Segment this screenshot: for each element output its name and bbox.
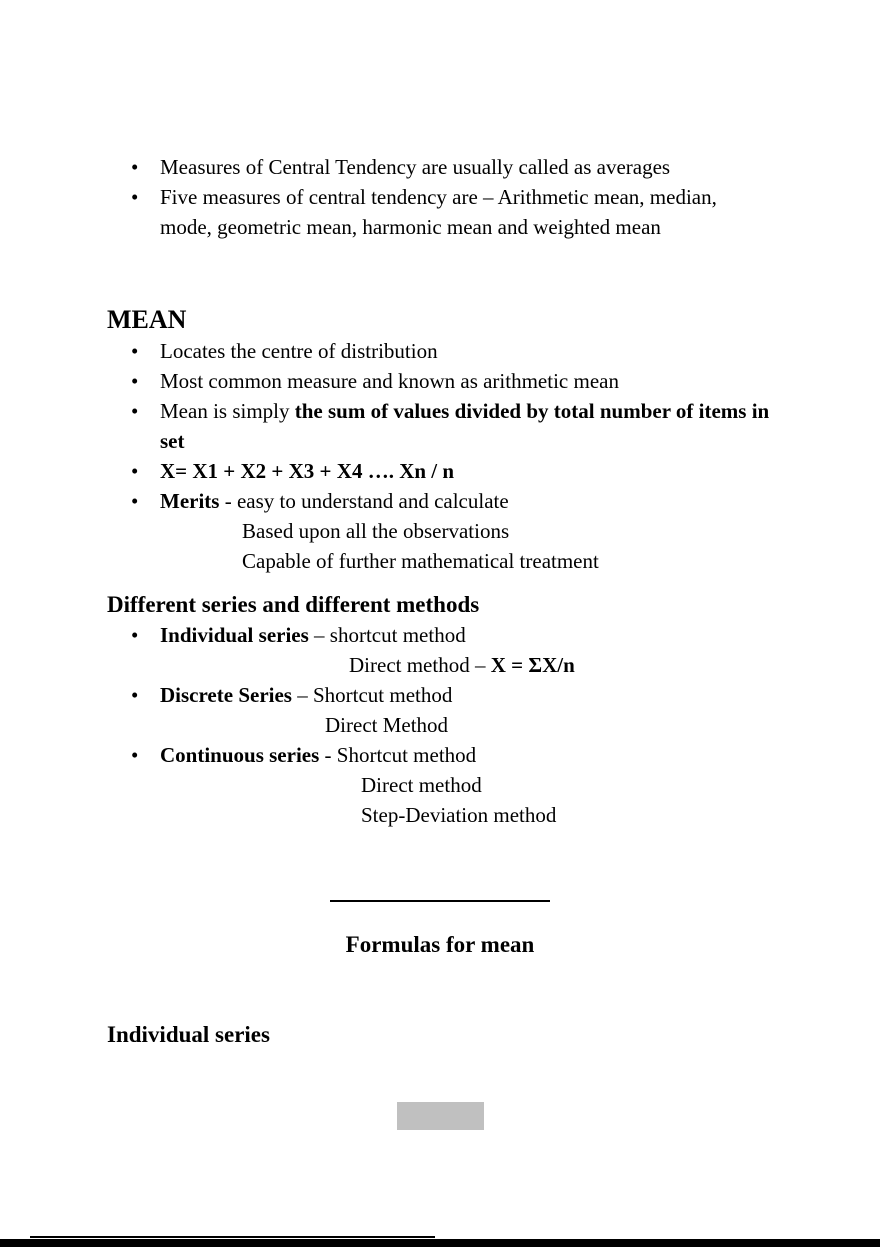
bullet-marker-icon: •: [131, 683, 139, 707]
text-run: – Shortcut method: [291, 683, 453, 707]
text-run: Five measures of central tendency are – Arithmetic mean, median, mode, geometric mean, harmonic mean and weighted mean: [160, 185, 717, 239]
continuation-line: [325, 710, 880, 740]
text-run: the sum of values divided by total number of items in set: [160, 399, 770, 453]
bullet-item: [107, 336, 780, 366]
text-run: X = ΣX/n: [490, 653, 575, 677]
text-run: - easy to understand and calculate: [219, 489, 509, 513]
bullet-item: [107, 456, 780, 486]
bullet-item: [107, 366, 780, 396]
horizontal-divider: [330, 900, 550, 902]
bullet-item: [107, 680, 880, 740]
bullet-marker-icon: •: [131, 339, 139, 363]
text-run: Continuous series: [160, 743, 320, 767]
bottom-thin-line: [30, 1236, 435, 1238]
text-run: X= X1 + X2 + X3 + X4 …. Xn / n: [160, 459, 455, 483]
continuation-line: [361, 800, 880, 830]
text-run: Direct Method: [325, 713, 449, 737]
intro-bullet-list: [107, 152, 752, 242]
individual-series-heading: Individual series: [107, 1022, 270, 1047]
bullet-item: [107, 486, 780, 576]
mean-bullet-list: [107, 336, 780, 576]
bullet-item: [107, 740, 880, 830]
continuation-line: [242, 516, 780, 546]
text-run: Most common measure and known as arithmetic mean: [160, 369, 619, 393]
bullet-marker-icon: •: [131, 369, 139, 393]
bullet-marker-icon: •: [131, 743, 139, 767]
bullet-item: [107, 152, 752, 182]
bullet-item: [107, 396, 780, 456]
text-run: Discrete Series: [160, 683, 292, 707]
text-run: – shortcut method: [308, 623, 466, 647]
text-run: Direct method: [361, 773, 482, 797]
text-run: Step-Deviation method: [361, 803, 557, 827]
bullet-marker-icon: •: [131, 185, 139, 209]
text-run: Individual series: [160, 623, 309, 647]
text-run: Based upon all the observations: [242, 519, 510, 543]
text-run: Measures of Central Tendency are usually called as averages: [160, 155, 671, 179]
text-run: Locates the centre of distribution: [160, 339, 438, 363]
bullet-marker-icon: •: [131, 399, 139, 423]
continuation-line: [361, 770, 880, 800]
text-run: - Shortcut method: [319, 743, 477, 767]
text-run: Mean is simply: [160, 399, 295, 423]
continuation-line: [349, 650, 880, 680]
text-run: Direct method –: [349, 653, 491, 677]
bullet-marker-icon: •: [131, 155, 139, 179]
bullet-item: [107, 182, 752, 242]
methods-heading: Different series and different methods: [107, 592, 480, 617]
continuation-line: [242, 546, 780, 576]
bullet-item: [107, 620, 880, 680]
bottom-border-bar: [0, 1239, 880, 1247]
highlight-box: [397, 1102, 484, 1130]
bullet-marker-icon: •: [131, 623, 139, 647]
text-run: Merits: [160, 489, 220, 513]
bullet-marker-icon: •: [131, 489, 139, 513]
methods-bullet-list: [107, 620, 880, 830]
text-run: Capable of further mathematical treatment: [242, 549, 599, 573]
formulas-heading: Formulas for mean: [345, 932, 535, 957]
mean-heading: MEAN: [107, 305, 187, 334]
bullet-marker-icon: •: [131, 459, 139, 483]
